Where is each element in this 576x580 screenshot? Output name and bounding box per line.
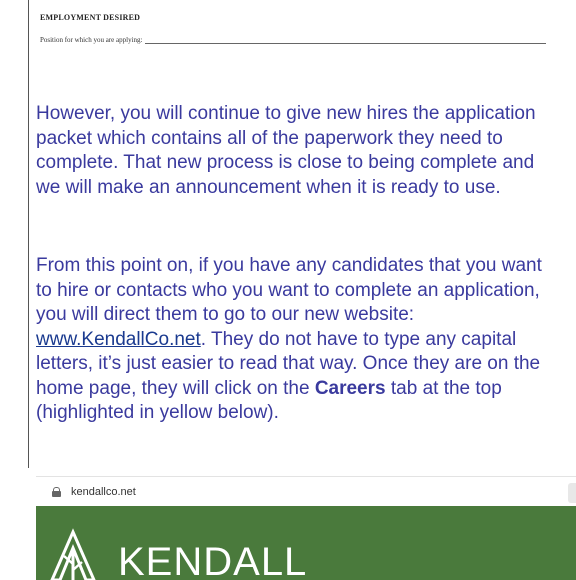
form-field-line xyxy=(145,43,546,44)
lock-icon xyxy=(52,487,61,497)
form-row xyxy=(40,36,576,44)
website-link[interactable]: www.KendallCo.net xyxy=(36,328,201,350)
form-title: EMPLOYMENT DESIRED xyxy=(40,13,141,22)
kendall-logo-icon xyxy=(50,528,96,580)
paragraph-2-text xyxy=(36,254,556,426)
paragraph-2-middle: . They do not have to type any capital letters, it’s just easier to read that way. Once they are on the home page, they will click on the xyxy=(36,328,541,399)
site-brand-name[interactable]: KENDALL xyxy=(118,540,308,580)
left-border xyxy=(28,0,29,468)
paragraph-2-end: tab at the top (highlighted in yellow below). xyxy=(36,377,502,423)
browser-address-bar[interactable] xyxy=(36,476,576,507)
form-field-label: Position for which you are applying: xyxy=(40,36,143,44)
address-url[interactable]: kendallco.net xyxy=(71,486,136,498)
careers-bold: Careers xyxy=(314,377,386,399)
paragraph-2 xyxy=(36,254,556,426)
paragraph-1 xyxy=(36,102,556,200)
paragraph-2-intro: From this point on, if you have any candidates that you want to hire or contacts who you want to complete an application, you will direct them to go to our new website: xyxy=(36,255,542,325)
site-banner xyxy=(36,506,576,580)
form-snippet xyxy=(40,13,576,44)
paragraph-1-text: However, you will continue to give new hires the application packet which contains all of the paperwork they need to complete. That new process is close to being complete and we will make an announcement when it is ready to use. xyxy=(36,103,536,198)
